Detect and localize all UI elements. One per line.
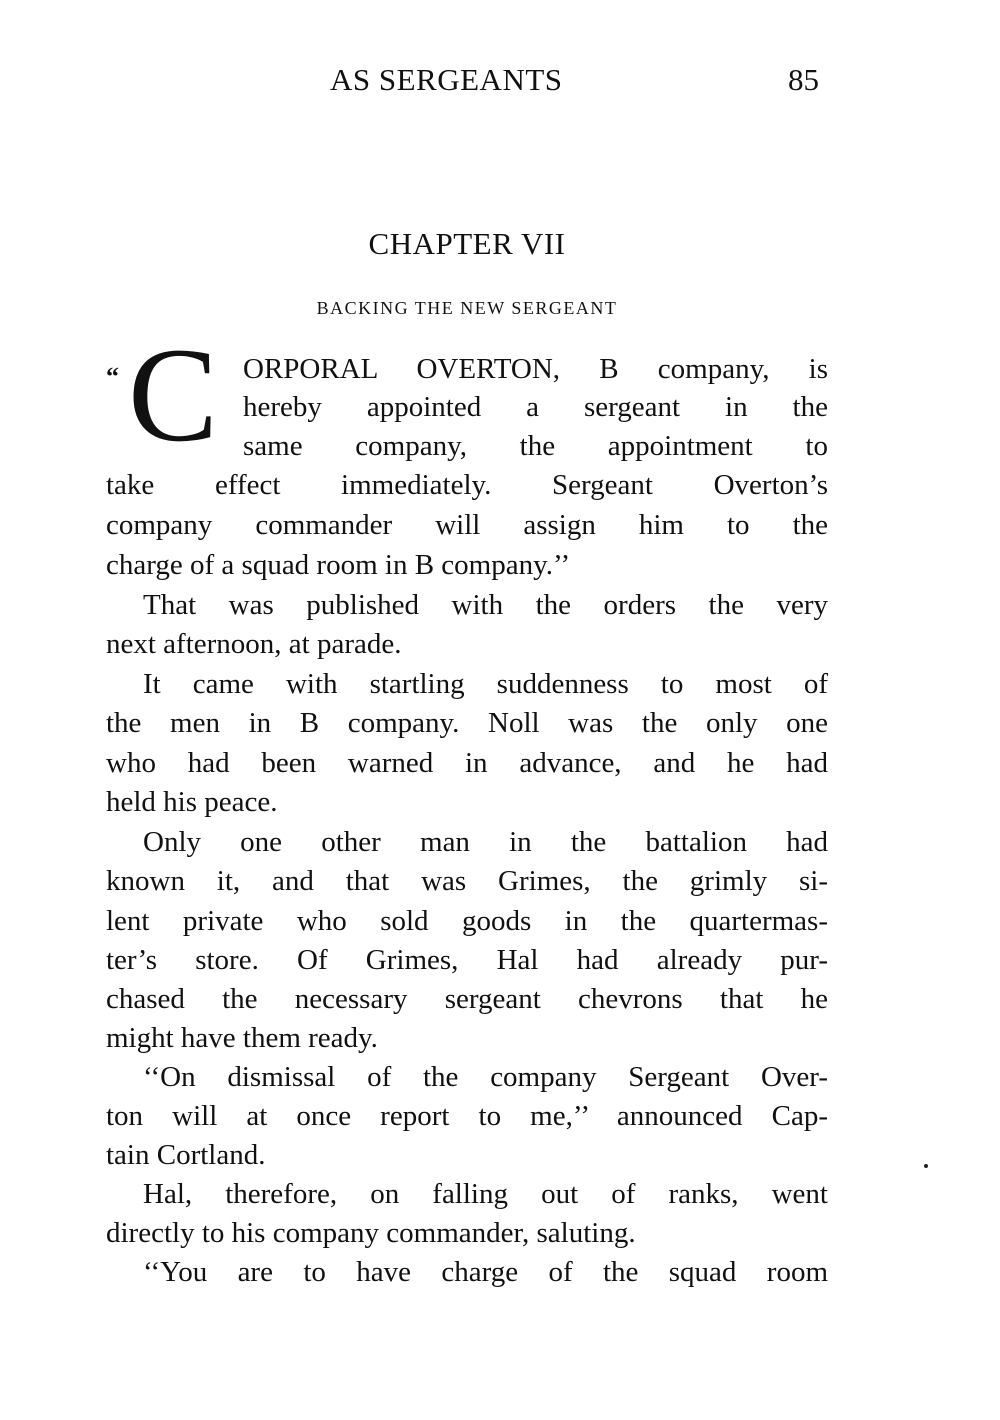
text-line: held his peace. (106, 786, 278, 818)
text-line: who had been warned in advance, and he had (106, 747, 828, 779)
text-line: next afternoon, at parade. (106, 628, 402, 660)
text-line: That was published with the orders the very (143, 589, 828, 621)
text-line: tain Cortland. (106, 1139, 266, 1171)
text-line: lent private who sold goods in the quartermas- (106, 905, 828, 937)
drop-cap: C (128, 321, 219, 470)
text-line: ter’s store. Of Grimes, Hal had already pur- (106, 944, 828, 976)
text-line: directly to his company commander, saluting. (106, 1217, 636, 1249)
text-line: It came with startling suddenness to most of (143, 668, 828, 700)
text-line: ORPORAL OVERTON, B company, is (243, 353, 828, 385)
text-line: might have them ready. (106, 1022, 378, 1054)
opening-quote-mark: “ (106, 362, 119, 391)
text-line: the men in B company. Noll was the only one (106, 707, 828, 739)
running-head: AS SERGEANTS (330, 62, 563, 97)
text-line: same company, the appointment to (243, 430, 828, 462)
text-line: take effect immediately. Sergeant Overton’s (106, 469, 828, 501)
text-line: hereby appointed a sergeant in the (243, 391, 828, 423)
print-speck (924, 1164, 928, 1168)
chapter-title: BACKING THE NEW SERGEANT (316, 298, 618, 318)
text-line: known it, and that was Grimes, the grimly si- (106, 865, 828, 897)
chapter-number: CHAPTER VII (368, 226, 566, 261)
text-line: ‘‘On dismissal of the company Sergeant Over- (143, 1061, 828, 1093)
page-number: 85 (788, 62, 819, 97)
text-line: company commander will assign him to the (106, 509, 828, 541)
text-line: Hal, therefore, on falling out of ranks, went (143, 1178, 828, 1210)
text-line: ‘‘You are to have charge of the squad room (143, 1256, 828, 1288)
text-line: charge of a squad room in B company.’’ (106, 549, 571, 581)
text-line: chased the necessary sergeant chevrons that he (106, 983, 828, 1015)
text-line: Only one other man in the battalion had (143, 826, 828, 858)
text-line: ton will at once report to me,’’ announced Cap- (106, 1100, 828, 1132)
